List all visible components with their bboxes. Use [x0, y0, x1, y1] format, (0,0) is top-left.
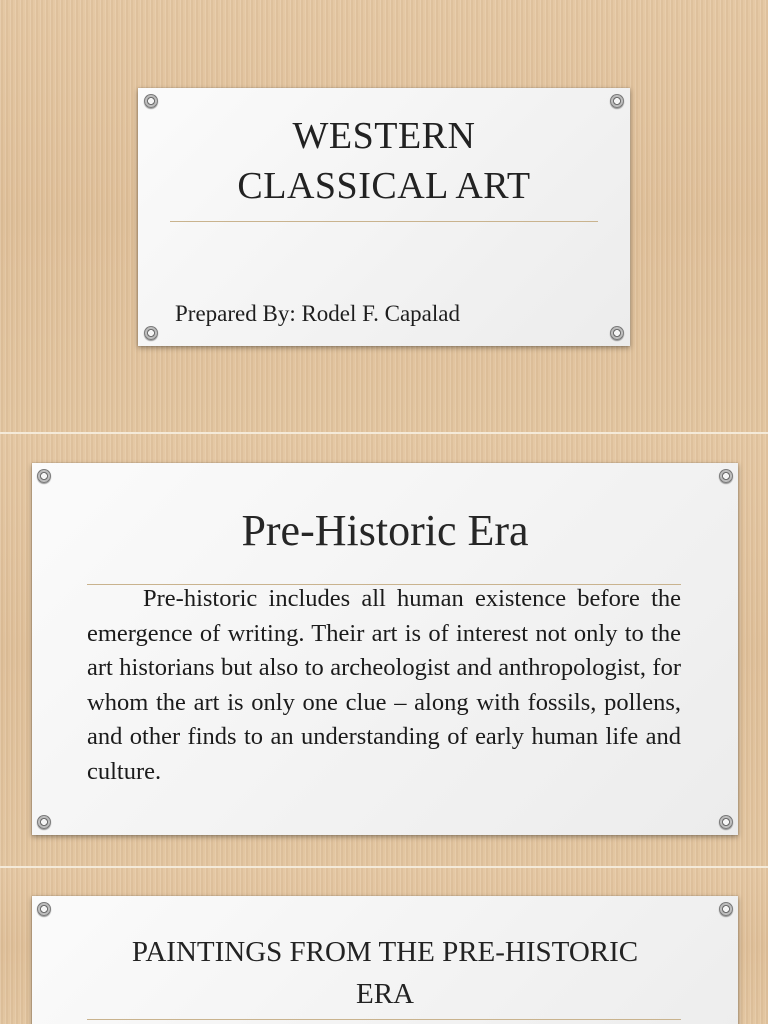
- title-divider: [87, 1019, 681, 1020]
- slide-1: [0, 0, 768, 432]
- slide-2: [0, 434, 768, 866]
- pin-icon: [719, 902, 733, 916]
- pin-icon: [610, 326, 624, 340]
- pin-icon: [37, 815, 51, 829]
- body-paragraph: Pre-historic includes all human existence before the emergence of writing. Their art is of interest not only to the art historians but also to archeologist and anthropologist, for whom the art is only one clue – along with fossils, pollens, and other finds to an understanding of early human life and culture.: [87, 585, 681, 785]
- prepared-by-text: Prepared By: Rodel F. Capalad: [175, 301, 460, 326]
- slide-title: Pre-Historic Era: [241, 506, 529, 555]
- slide-3: [0, 868, 768, 1024]
- slide-title-line-2: ERA: [356, 978, 414, 1010]
- presentation-title-line-2: CLASSICAL ART: [237, 165, 531, 207]
- pin-icon: [37, 902, 51, 916]
- pin-icon: [144, 326, 158, 340]
- title-card: [138, 88, 630, 346]
- content-card: [32, 896, 738, 1024]
- pin-icon: [37, 469, 51, 483]
- pin-icon: [719, 469, 733, 483]
- presentation-title-line-1: WESTERN: [292, 115, 476, 157]
- content-card: [32, 463, 738, 835]
- pin-icon: [719, 815, 733, 829]
- pin-icon: [610, 94, 624, 108]
- title-divider: [170, 221, 598, 222]
- slide-title-line-1: PAINTINGS FROM THE PRE-HISTORIC: [131, 936, 639, 968]
- pin-icon: [144, 94, 158, 108]
